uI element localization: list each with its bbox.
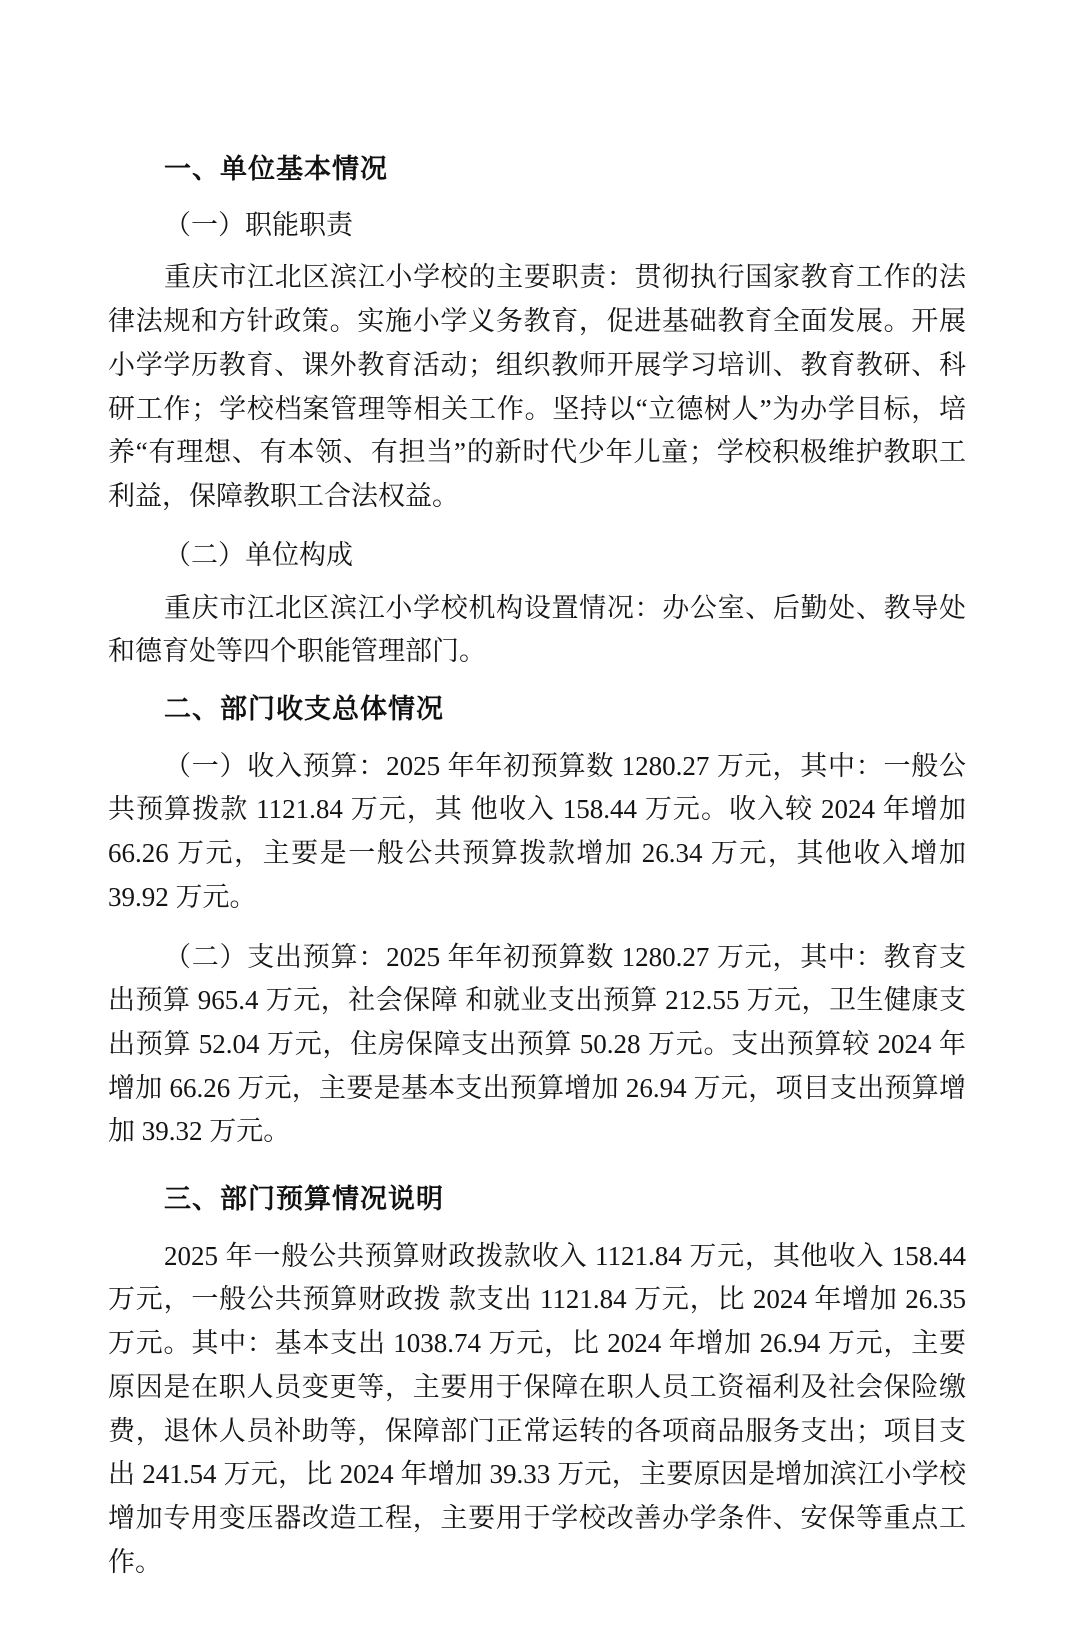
document-body <box>108 150 966 1585</box>
section-heading-3: 三、部门预算情况说明 <box>164 1184 444 1216</box>
paragraph-2-1-1: （一）收入预算：2025 年年初预算数 1280.27 万元，其中：一般公共预算拨款 1121.84 万元，其 他收入 158.44 万元。收入较 2024 年增加 66.26 万元，主要是一般公共预算拨款增加 26.34 万元，其他收入增加 39.92 万元。 <box>108 750 966 912</box>
document-section-3 <box>108 1180 966 1584</box>
paragraph-2-2-1: （二）支出预算：2025 年年初预算数 1280.27 万元，其中：教育支出预算 965.4 万元，社会保障 和就业支出预算 212.55 万元，卫生健康支出预算 52.04 万元，住房保障支出预算 50.28 万元。支出预算较 2024 年增加 66.26 万元，主要是基本支出预算增加 26.94 万元，项目支出预算增加 39.32 万元。 <box>108 941 966 1147</box>
section-heading-1: 一、单位基本情况 <box>164 154 388 185</box>
document-section-2 <box>108 690 966 1154</box>
section-heading-2: 二、部门收支总体情况 <box>164 694 444 726</box>
document-section-1 <box>108 150 966 674</box>
paragraph-3-1-1: 2025 年一般公共预算财政拨款收入 1121.84 万元，其他收入 158.44 万元，一般公共预算财政拨 款支出 1121.84 万元，比 2024 年增加 26.35 万元。其中：基本支出 1038.74 万元，比 2024 年增加 26.94 万元，主要原因是在职人员变更等，主要用于保障在职人员工资福利及社会保险缴费，退休人员补助等，保障部门正常运转的各项商品服务支出；项目支出 241.54 万元，比 2024 年增加 39.33 万元，主要原因是增加滨江小学校增加专用变压器改造工程，主要用于学校改善办学条件、安保等重点工作。 <box>108 1240 966 1577</box>
paragraph-1-1-1: 重庆市江北区滨江小学校的主要职责：贯彻执行国家教育工作的法律法规和方针政策。实施小学义务教育，促进基础教育全面发展。开展小学学历教育、课外教育活动；组织教师开展学习培训、教育教研、科研工作；学校档案管理等相关工作。坚持以“立德树人”为办学目标，培养“有理想、有本领、有担当”的新时代少年儿童；学校积极维护教职工利益，保障教职工合法权益。 <box>108 262 966 512</box>
paragraph-1-2-1: 重庆市江北区滨江小学校机构设置情况：办公室、后勤处、教导处和德育处等四个职能管理部门。 <box>108 592 966 667</box>
subsection-heading-1-2: （二）单位构成 <box>164 539 353 570</box>
subsection-heading-1-1: （一）职能职责 <box>164 209 353 240</box>
